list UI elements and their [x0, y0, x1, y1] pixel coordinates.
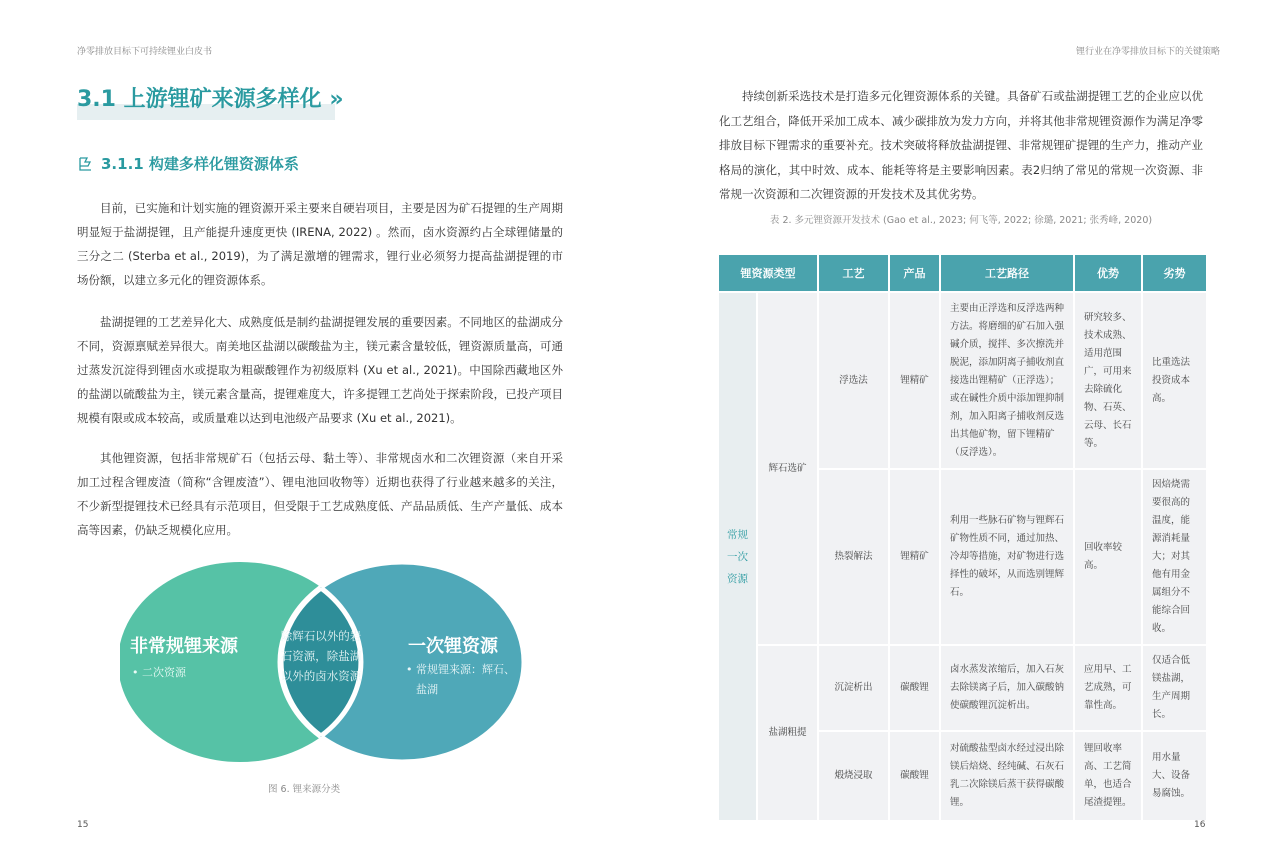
route-cell: 卤水蒸发浓缩后，加入石灰去除镁离子后，加入碳酸钠使碳酸锂沉淀析出。 — [940, 645, 1074, 731]
venn-center-text: 除辉石以外的岩石资源，除盐湖以外的卤水资源 — [280, 629, 362, 683]
header-cons: 劣势 — [1142, 254, 1207, 292]
table-row — [718, 292, 1207, 469]
process-cell: 热裂解法 — [818, 469, 889, 645]
venn-left-title: 非常规锂来源 — [130, 636, 238, 657]
paragraph-1: 目前，已实施和计划实施的锂资源开采主要来自硬岩项目，主要是因为矿石提锂的生产周期明显短于盐湖提锂，且产能提升速度更快 (IRENA, 2022) 。然而，卤水资源约占全球锂储量的三分之二 (Sterba et al., 2019)，为了满足激增的锂需求，锂行业必须努力提高盐湖提锂的市场份额，以建立多元化的锂资源体系。 — [77, 201, 563, 287]
table-caption: 表 2. 多元锂资源开发技术 (Gao et al., 2023; 何飞等, 2022; 徐璐, 2021; 张秀峰, 2020) — [769, 215, 1153, 226]
right-paragraph: 持续创新采选技术是打造多元化锂资源体系的关键。具备矿石或盐湖提锂工艺的企业应以优化工艺组合，降低开采加工成本、减少碳排放为发力方向，并将其他非常规锂资源作为满足净零排放目标下锂需求的重要补充。技术突破将释放盐湖提锂、非常规锂矿提锂的生产力，推动产业格局的演化，其中时效、成本、能耗等将是主要影响因素。表2归纳了常见的常规一次资源、非常规一次资源和二次锂资源的开发技术及其优劣势。 — [719, 89, 1203, 201]
running-header-left: 净零排放目标下可持续锂业白皮书 — [77, 47, 213, 57]
route-cell: 利用一些脉石矿物与锂辉石矿物性质不同，通过加热、冷却等措施，对矿物进行选择性的破坏，从而选别锂辉石。 — [940, 469, 1074, 645]
figure-caption: 图 6. 锂来源分类 — [268, 784, 341, 795]
page-number-right: 16 — [1194, 820, 1206, 830]
pros-cell: 应用早、工艺成熟，可靠性高。 — [1074, 645, 1142, 731]
group-cell: 盐湖粗提 — [757, 645, 818, 821]
product-cell: 锂精矿 — [889, 469, 940, 645]
page-number-left: 15 — [77, 820, 89, 830]
venn-diagram — [120, 558, 540, 768]
chevron-right-icon: » — [329, 87, 344, 112]
route-cell: 主要由正浮选和反浮选两种方法。将磨细的矿石加入强碱介质，搅拌、多次擦洗并脱泥，添加阴离子捕收剂直接选出锂精矿（正浮选）；或在碱性介质中添加锂抑制剂，加入阳离子捕收剂反选出其他矿物，留下锂精矿（反浮选）。 — [940, 292, 1074, 469]
venn-left-bullet: • 二次资源 — [132, 666, 186, 679]
process-cell: 煅烧浸取 — [818, 731, 889, 821]
section-title — [77, 82, 344, 113]
venn-right-title: 一次锂资源 — [408, 636, 498, 657]
product-cell: 锂精矿 — [889, 292, 940, 469]
header-type: 锂资源类型 — [718, 254, 818, 292]
flag-icon — [77, 156, 93, 172]
paragraph-2: 盐湖提锂的工艺差异化大、成熟度低是制约盐湖提锂发展的重要因素。不同地区的盐湖成分不同，资源禀赋差异很大。南美地区盐湖以碳酸盐为主，镁元素含量较低，锂资源质量高，可通过蒸发沉淀得到锂卤水或提取为粗碳酸锂作为初级原料 (Xu et al., 2021)。中国除西藏地区外的盐湖以硫酸盐为主，镁元素含量高，提锂难度大，许多提锂工艺尚处于探索阶段，已投产项目规模有限或成本较高，或质量难以达到电池级产品要求 (Xu et al., 2021)。 — [77, 315, 563, 425]
table-row — [718, 645, 1207, 731]
subsection-title — [77, 153, 299, 174]
cons-cell: 比重选法投资成本高。 — [1142, 292, 1207, 469]
table-header-row — [718, 254, 1207, 292]
pros-cell: 锂回收率高、工艺简单，也适合尾渣提锂。 — [1074, 731, 1142, 821]
lithium-tech-table — [717, 253, 1208, 822]
cons-cell: 因焙烧需要很高的温度，能源消耗量大；对其他有用金属组分不能综合回收。 — [1142, 469, 1207, 645]
header-product: 产品 — [889, 254, 940, 292]
section-title-text: 3.1 上游锂矿来源多样化 — [77, 87, 322, 112]
header-process: 工艺 — [818, 254, 889, 292]
pros-cell: 研究较多、技术成熟、适用范围广，可用来去除硫化物、石英、云母、长石等。 — [1074, 292, 1142, 469]
pros-cell: 回收率较高。 — [1074, 469, 1142, 645]
category-cell: 常规一次资源 — [718, 292, 757, 821]
route-cell: 对硫酸盐型卤水经过浸出除镁后焙烧、经纯碱、石灰石乳二次除镁后蒸干获得碳酸锂。 — [940, 731, 1074, 821]
venn-right-bullet-text: 常规锂来源：辉石、盐湖 — [416, 663, 515, 696]
group-cell: 辉石选矿 — [757, 292, 818, 645]
product-cell: 碳酸锂 — [889, 731, 940, 821]
subsection-title-text: 3.1.1 构建多样化锂资源体系 — [101, 155, 299, 173]
header-pros: 优势 — [1074, 254, 1142, 292]
venn-right-bullet: • 常规锂来源：辉石、盐湖 — [406, 663, 515, 696]
process-cell: 沉淀析出 — [818, 645, 889, 731]
process-cell: 浮选法 — [818, 292, 889, 469]
venn-left-bullet-text: 二次资源 — [142, 666, 186, 679]
paragraph-3: 其他锂资源，包括非常规矿石（包括云母、黏土等）、非常规卤水和二次锂资源（来自开采加工过程含锂废渣（简称“含锂废渣”）、锂电池回收物等）近期也获得了行业越来越多的关注，不少新型提锂技术已经具有示范项目，但受限于工艺成熟度低、产品品质低、生产产量低、成本高等因素，仍缺乏规模化应用。 — [77, 451, 563, 537]
header-route: 工艺路径 — [940, 254, 1074, 292]
cons-cell: 仅适合低镁盐湖，生产周期长。 — [1142, 645, 1207, 731]
running-header-right: 锂行业在净零排放目标下的关键策略 — [1075, 47, 1220, 57]
product-cell: 碳酸锂 — [889, 645, 940, 731]
cons-cell: 用水量大、设备易腐蚀。 — [1142, 731, 1207, 821]
